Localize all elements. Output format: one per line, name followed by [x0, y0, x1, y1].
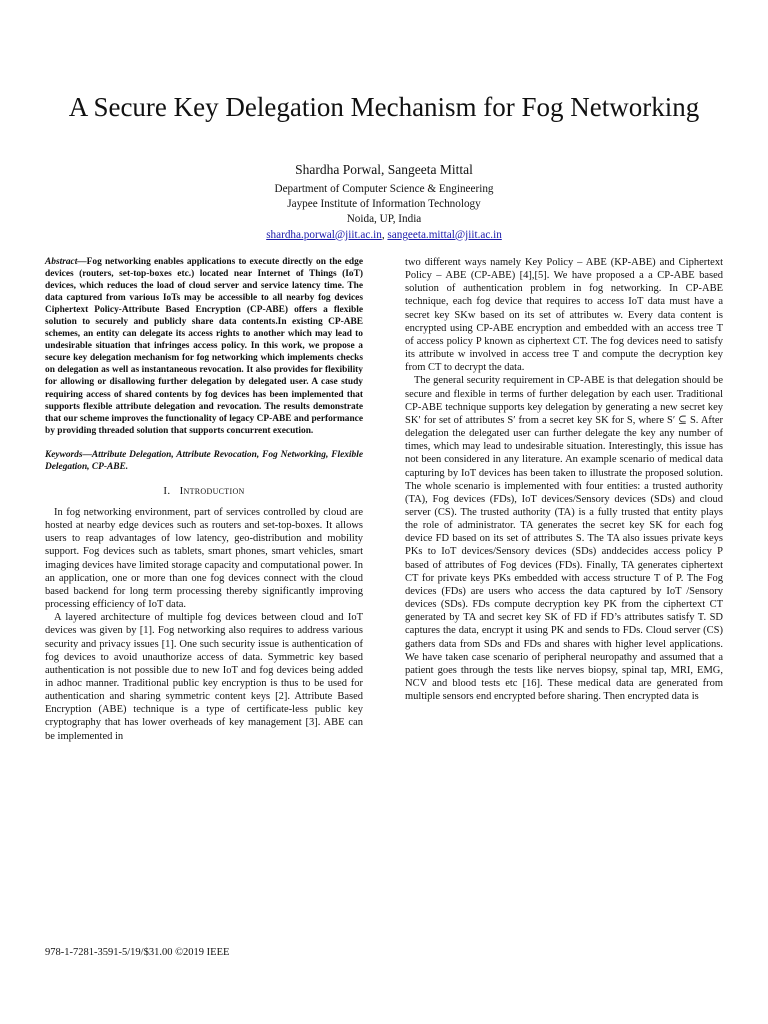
section-heading: [45, 485, 363, 498]
paper-title: A Secure Key Delegation Mechanism for Fog Networking: [68, 92, 700, 123]
copyright-footer: 978-1-7281-3591-5/19/$31.00 ©2019 IEEE: [45, 947, 230, 958]
affiliation-block: [60, 182, 708, 243]
author-names: Shardha Porwal, Sangeeta Mittal: [295, 162, 473, 177]
abstract: [45, 256, 363, 437]
email-line: [60, 228, 708, 243]
location: Noida, UP, India: [346, 213, 422, 226]
section-title: Introduction: [179, 484, 245, 497]
email-link-2[interactable]: sangeeta.mittal@jiit.ac.in: [387, 228, 502, 241]
email-separator: ,: [381, 228, 388, 241]
email-link-1[interactable]: shardha.porwal@jiit.ac.in: [266, 228, 382, 241]
right-paragraph-2: The general security requirement in CP-ABE is that delegation should be secure and flexible in terms of further delegation by each user. Traditional CP-ABE technique supports key delegation by generating a new secret key SK′ for set of attributes S′ from a secret key SK for S, where S′ ⊆ S. After delegation the delegated user can further delegate the key any number of times, which may lead to undesirable situation. Interestingly, this issue has not been considered in any literature. An example scenario of medical data capturing by IoT devices has been taken to illustrate the proposed solution. The whole scenario is implemented with four entities: a trusted authority (TA), Fog devices (FDs), IoT devices/Sensory devices (SDs) and cloud server (CS). The trusted authority (TA) is a fully trusted that entity plays the role of administrator. TA generates the secret key SK for each fog device FD based on its set of attributes S. The TA also issues private keys PKs to IoT devices/Sensory devices (SDs) anddecides access policy P based of attributes of Fog devices (FDs). Finally, TA generates ciphertext CT for private keys PKs embedded with access structure T of P. The Fog devices (FDs) are users who access the data captured by IoT /Sensory devices (SDs). FDs compute decryption key PK from the ciphertext CT generated by TA and secret key SK of FD if FD’s attributes satisfy T. SD captures the data, encrypt it using PK and sends to FDs. Cloud server (CS) gathers data from SDs and FDs and shares with higher level applications. We have taken case scenario of peripheral neuropathy and assumed that a patient goes through the tests like nerves biopsy, spinal tap, MRI, EMG, NCV and blood tests etc [16]. These medical data are generated from multiple sensors end encrypted before sharing. Then encrypted data is: [405, 375, 723, 703]
section-number: I.: [163, 484, 171, 497]
intro-paragraph-2: A layered architecture of multiple fog devices between cloud and IoT devices was given by [1]. Fog networking also requires to address various security and privacy issues [1]. One such security issue is authentication of fog devices to avoid unauthorize access of data. Symmetric key based authentication is not possible due to new IoT and fog devices being added in adhoc manner. Traditional public key encryption is thus to be used for authentication and sharing symmetric content keys [2]. Attribute Based Encryption (ABE) technique is a type of certificate-less public key cryptography that has lower overheads of key management [3]. ABE can be implemented in: [45, 612, 363, 742]
right-column: [405, 256, 723, 703]
department: Department of Computer Science & Engineering: [274, 183, 494, 195]
intro-paragraph-1: In fog networking environment, part of services controlled by cloud are hosted at nearby edge devices such as routers and set-top-boxes. It allows users to reap advantages of low latency, geo-distribution and mobility support. Fog devices such as tablets, smart phones, smart vehicles, smart imaging devices have limited storage capacity and computational power. In an application, one or more than one fog devices connect with the cloud based backend for long term processing thereby significantly improving processing efficiency of IoT data.: [45, 506, 363, 611]
right-paragraph-1: two different ways namely Key Policy – ABE (KP-ABE) and Ciphertext Policy – ABE (CP-ABE) [4],[5]. We have proposed a a CP-ABE based solution of authentication problem in fog networking. In CP-ABE technique, each fog device that requires to access IoT data must have a secret key SKw based on its set of attributes w. Every data content is encrypted using CP-ABE encryption and embedded with an access tree T of access policy P known as ciphertext CT. The fog devices need to satisfy its attribute w involved in access tree T and compute the decryption key from CT to decrypt the data.: [405, 257, 723, 374]
institute: Jaypee Institute of Information Technology: [287, 198, 481, 211]
keywords: Keywords—Attribute Delegation, Attribute Revocation, Fog Networking, Flexible Delegation, CP-ABE.: [45, 449, 363, 472]
abstract-lead: Abstract—: [45, 257, 87, 267]
abstract-text: Fog networking enables applications to execute directly on the edge devices (routers, set-top-boxes etc.) located near Internet of Things (IoT) devices, which reduces the load of cloud server and service latency time. The data captured from various IoTs may be accessible to all nearby fog devices Ciphertext Policy-Attribute Based Encryption (CP-ABE) offers a flexible solution to securely and publicly share data contents.In existing CP-ABE schemes, an entity can delegate its access rights to another which may lead to undesirable situation that infringes access policy. In this work, we propose a secure key delegation mechanism for fog networking which implements checks on delegation as well as instantaneous revocation. It also provides for flexibility for allowing or disallowing further delegation by delegated user. A case study requiring access of shared contents by fog devices has been implemented that supports flexible attribute delegation and revocation. The results demonstrate that our scheme improves the functionality of legacy CP-ABE and performance by providing threaded solution that supports concurrent execution.: [45, 257, 363, 436]
left-column: [45, 256, 363, 743]
